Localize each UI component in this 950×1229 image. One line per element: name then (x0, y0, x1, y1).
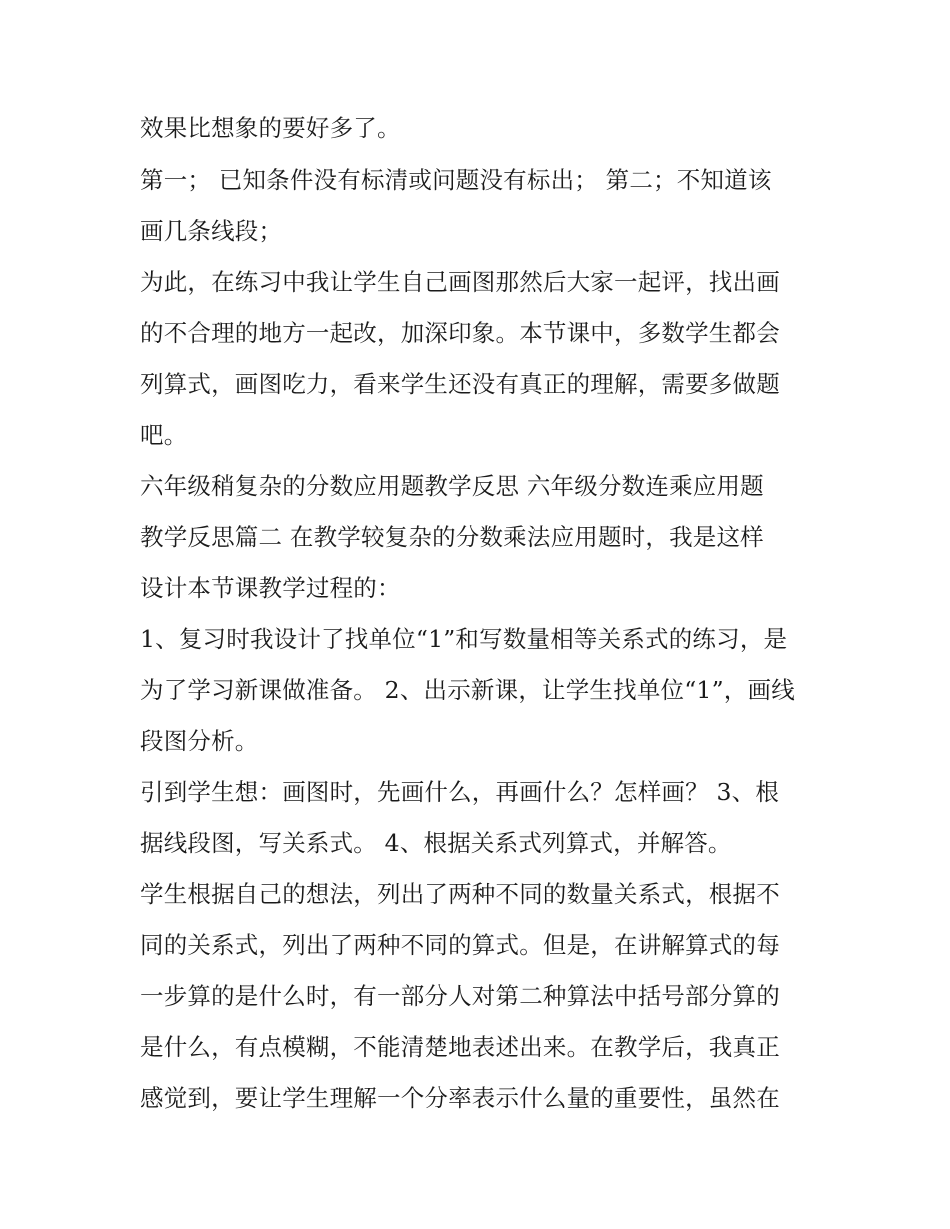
text-line: 同的关系式，列出了两种不同的算式。但是，在讲解算式的每 (140, 931, 780, 959)
text-line: 第一； 已知条件没有标清或问题没有标出； 第二；不知道该 (140, 166, 772, 194)
text-line: 设计本节课教学过程的： (140, 574, 401, 602)
text-line: 画几条线段； (140, 217, 283, 245)
text-line: 一步算的是什么时，有一部分人对第二种算法中括号部分算的 (140, 982, 780, 1010)
text-line: 列算式，画图吃力，看来学生还没有真正的理解，需要多做题 (140, 370, 780, 398)
text-line: 学生根据自己的想法，列出了两种不同的数量关系式，根据不 (140, 880, 780, 908)
text-line: 是什么，有点模糊，不能清楚地表述出来。在教学后，我真正 (140, 1033, 780, 1061)
text-line: 六年级稍复杂的分数应用题教学反思 六年级分数连乘应用题 (140, 472, 764, 500)
text-line: 教学反思篇二 在教学较复杂的分数乘法应用题时，我是这样 (140, 523, 764, 551)
text-line: 的不合理的地方一起改，加深印象。本节课中，多数学生都会 (140, 319, 780, 347)
text-line: 为此，在练习中我让学生自己画图那然后大家一起评，找出画 (140, 268, 780, 296)
text-line: 据线段图，写关系式。 4、根据关系式列算式，并解答。 (140, 829, 732, 857)
text-line: 感觉到，要让学生理解一个分率表示什么量的重要性，虽然在 (140, 1084, 780, 1112)
text-line: 引到学生想：画图时，先画什么，再画什么？怎样画？ 3、根 (140, 778, 780, 806)
text-line: 1、复习时我设计了找单位“1”和写数量相等关系式的练习，是 (140, 625, 788, 653)
text-line: 吧。 (140, 421, 188, 449)
text-line: 为了学习新课做准备。 2、出示新课，让学生找单位“1”，画线 (140, 676, 795, 704)
text-line: 效果比想象的要好多了。 (140, 114, 401, 142)
text-line: 段图分析。 (140, 727, 259, 755)
